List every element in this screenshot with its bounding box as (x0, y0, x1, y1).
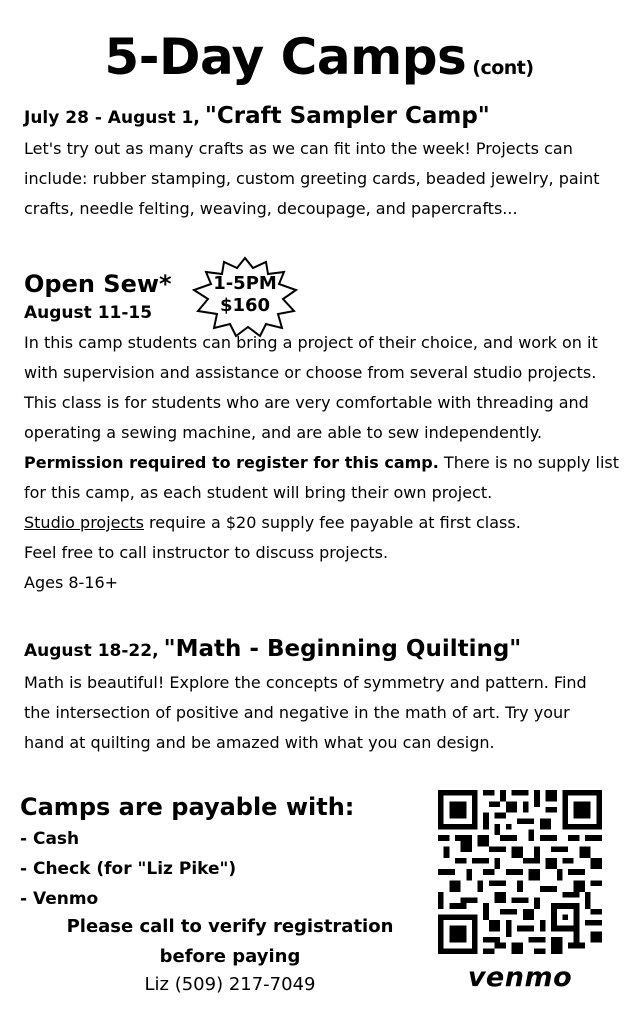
verify-notice (60, 912, 400, 972)
payment-method-item: - Cash (20, 829, 80, 849)
permission-line (24, 448, 620, 478)
open-sew-line: with supervision and assistance or choose from several studio projects. (24, 363, 597, 382)
payment-title: Camps are payable with: (20, 793, 355, 821)
math-camp-heading (24, 632, 620, 668)
studio-projects-label: Studio projects (24, 513, 144, 532)
craft-camp-date: July 28 - August 1, (24, 108, 200, 128)
craft-camp-heading (24, 100, 620, 134)
studio-fee: require a $20 supply fee payable at first class. (143, 513, 521, 532)
craft-camp-name: "Craft Sampler Camp" (204, 103, 490, 129)
open-sew-line: In this camp students can bring a project of their choice, and work on it (24, 333, 598, 352)
open-sew-line: This class is for students who are very comfortable with threading and (24, 393, 589, 412)
math-camp-line: hand at quilting and be amazed with what you can design. (24, 733, 495, 752)
craft-camp-line: Let's try out as many crafts as we can fit into the week! Projects can (24, 139, 573, 158)
payment-section (20, 790, 420, 914)
math-camp-date: August 18-22, (24, 641, 159, 661)
math-camp-section (24, 632, 620, 758)
open-sew-date: August 11-15 (24, 303, 153, 323)
math-camp-line: the intersection of positive and negative in the math of art. Try your (24, 703, 570, 722)
payment-methods (20, 824, 420, 914)
craft-camp-description (24, 134, 620, 224)
verify-line: Please call to verify registration (66, 916, 394, 937)
price-starburst-badge (190, 256, 300, 338)
starburst-text (190, 273, 300, 317)
studio-line (24, 508, 620, 538)
open-sew-line: for this camp, as each student will bring their own project. (24, 483, 493, 502)
open-sew-title: Open Sew* (24, 270, 172, 298)
page-title (0, 28, 638, 86)
ages-line: Ages 8-16+ (24, 573, 119, 592)
math-camp-description (24, 668, 620, 758)
badge-time: 1-5PM (213, 273, 277, 294)
page-title-text: 5-Day Camps (104, 28, 467, 86)
contact-phone: Liz (509) 217-7049 (144, 974, 316, 995)
payment-method-item: - Venmo (20, 889, 99, 909)
craft-camp-line: include: rubber stamping, custom greeting cards, beaded jewelry, paint (24, 169, 600, 188)
open-sew-line: operating a sewing machine, and are able to sew independently. (24, 423, 543, 442)
payment-method-item: - Check (for "Liz Pike") (20, 859, 237, 879)
verify-line: before paying (159, 946, 301, 967)
permission-notice: Permission required to register for this camp. (24, 453, 439, 472)
math-camp-name: "Math - Beginning Quilting" (163, 636, 522, 662)
open-sew-section (24, 268, 620, 598)
venmo-qr-code[interactable] (438, 790, 602, 954)
permission-rest: There is no supply list (438, 453, 620, 472)
badge-price: $160 (219, 295, 271, 316)
venmo-logo: venmo (467, 962, 573, 993)
craft-camp-line: crafts, needle felting, weaving, decoupage, and papercrafts... (24, 199, 518, 218)
call-instructor-line: Feel free to call instructor to discuss projects. (24, 543, 389, 562)
craft-camp-section (24, 100, 620, 224)
open-sew-description (24, 328, 620, 598)
page-subtitle: (cont) (472, 57, 534, 79)
math-camp-line: Math is beautiful! Explore the concepts of symmetry and pattern. Find (24, 673, 587, 692)
